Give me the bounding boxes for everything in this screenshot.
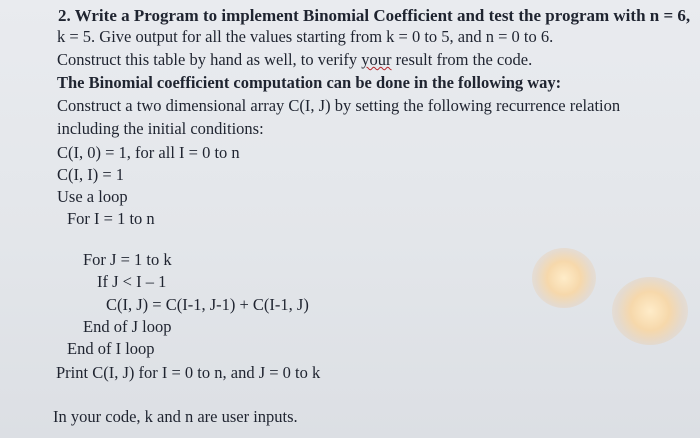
recurrence-formula: C(I, J) = C(I-1, J-1) + C(I-1, J) [106, 295, 309, 314]
question-line-2: k = 5. Give output for all the values starting from k = 0 to 5, and n = 0 to 6. [57, 27, 554, 46]
inner-loop: For J = 1 to k [83, 250, 172, 269]
result-text: result from the code. [395, 50, 533, 69]
if-condition: If J < I – 1 [97, 272, 167, 291]
misspelled-word: your [361, 50, 392, 69]
instruction-line-2: including the initial conditions: [57, 119, 264, 138]
section-heading: The Binomial coefficient computation can be done in the following way: [57, 73, 562, 92]
condition-2: C(I, I) = 1 [57, 165, 125, 184]
print-statement: Print C(I, J) for I = 0 to n, and J = 0 to k [56, 363, 321, 382]
end-i-loop: End of I loop [67, 339, 155, 358]
question-title: 2. Write a Program to implement Binomial Coefficient and test the program with n = 6, [58, 6, 691, 25]
light-glare-2 [612, 277, 688, 345]
instruction-line-1: Construct a two dimensional array C(I, J) by setting the following recurrence relation [57, 96, 621, 115]
use-loop: Use a loop [57, 187, 128, 206]
question-line-3 [57, 52, 532, 69]
user-inputs-note: In your code, k and n are user inputs. [53, 407, 298, 426]
condition-1: C(I, 0) = 1, for all I = 0 to n [57, 143, 240, 162]
construct-text: Construct this table by hand as well, to verify [57, 50, 358, 69]
light-glare-1 [532, 248, 596, 308]
outer-loop: For I = 1 to n [67, 209, 155, 228]
end-j-loop: End of J loop [83, 317, 172, 336]
